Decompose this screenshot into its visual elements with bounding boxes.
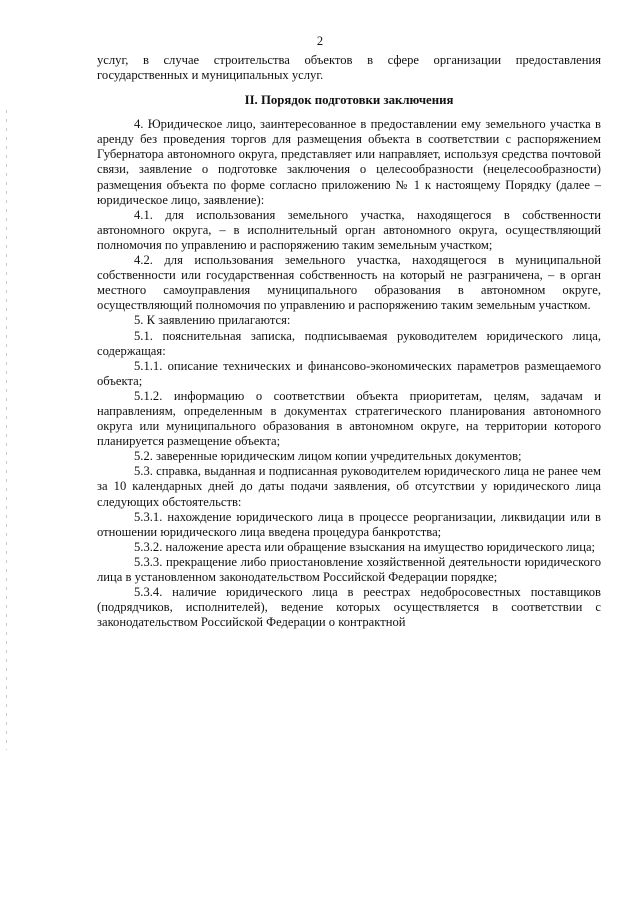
paragraph-5-3: 5.3. справка, выданная и подписанная руководителем юридического лица не ранее чем за 10 календарных дней до даты подачи заявления, об отсутствии у юридического лица следующих обстоятельств: xyxy=(97,464,601,509)
paragraph-5-2: 5.2. заверенные юридическим лицом копии учредительных документов; xyxy=(134,449,522,464)
continued-paragraph: услуг, в случае строительства объектов в сфере организации предоставления государственных и муниципальных услуг. xyxy=(97,53,601,83)
paragraph-4-1: 4.1. для использования земельного участка, находящегося в собственности автономного округа, – в исполнительный орган автономного округа, осуществляющий полномочия по управлению и распоряжению таким земельным участком; xyxy=(97,207,601,252)
scan-edge-mark xyxy=(6,110,7,750)
paragraph-5-1-1: 5.1.1. описание технических и финансово-экономических параметров размещаемого объекта; xyxy=(97,358,601,388)
paragraph-4-2: 4.2. для использования земельного участка, находящегося в муниципальной собственности или государственная собственность на который не разграничена, – в орган местного самоуправления муниципального образования в автономном округе, осуществляющий полномочия по управлению и распоряжению таким земельным участком. xyxy=(97,253,601,313)
paragraph-5-3-4: 5.3.4. наличие юридического лица в реестрах недобросовестных поставщиков (подрядчиков, исполнителей), ведение которых осуществляется в соответствии с законодательством Российской Федерации о контрактной xyxy=(97,585,601,630)
paragraph-5-3-1: 5.3.1. нахождение юридического лица в процессе реорганизации, ликвидации или в отношении юридического лица введена процедура банкротства; xyxy=(97,509,601,539)
section-heading: II. Порядок подготовки заключения xyxy=(244,93,454,108)
paragraph-5-3-2: 5.3.2. наложение ареста или обращение взыскания на имущество юридического лица; xyxy=(134,539,596,554)
paragraph-5: 5. К заявлению прилагаются: xyxy=(134,313,291,328)
paragraph-5-1-2: 5.1.2. информацию о соответствии объекта приоритетам, целям, задачам и направлениям, определенным в документах стратегического планирования автономного округа или муниципального образования в автономном округе, на территории которого планируется размещение объекта; xyxy=(97,388,601,449)
document-body xyxy=(97,53,601,630)
page-number: 2 xyxy=(316,34,324,48)
paragraph-4: 4. Юридическое лицо, заинтересованное в предоставлении ему земельного участка в аренду без проведения торгов для размещения объекта в соответствии с распоряжением Губернатора автономного округа, представляет или направляет, используя средства почтовой связи, заявление о подготовке заключения о целесообразности (нецелесообразности) размещения объекта по форме согласно приложению № 1 к настоящему Порядку (далее – юридическое лицо, заявление): xyxy=(97,117,601,207)
paragraph-5-1: 5.1. пояснительная записка, подписываемая руководителем юридического лица, содержащая: xyxy=(97,328,601,358)
paragraph-5-3-3: 5.3.3. прекращение либо приостановление хозяйственной деятельности юридического лица в установленном законодательством Российской Федерации порядке; xyxy=(97,554,601,584)
